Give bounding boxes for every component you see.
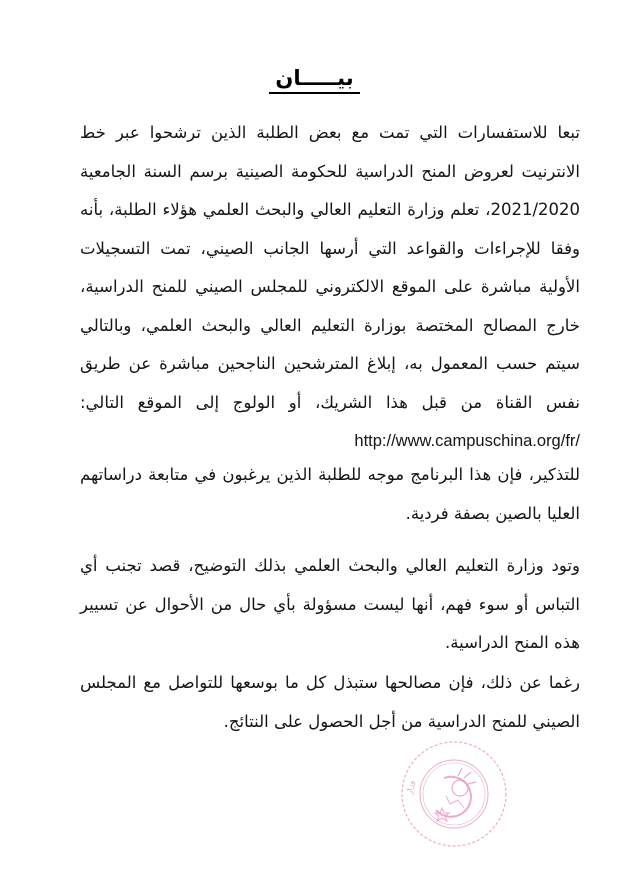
seal-graphic xyxy=(398,738,510,850)
campuschina-link[interactable]: http://www.campuschina.org/fr/ xyxy=(354,432,580,450)
paragraph-2-text: للتذكير، فإن هذا البرنامج موجه للطلبة الذين يرغبون في متابعة دراساتهم العليا بالصين بصفة فردية. xyxy=(80,465,580,523)
paragraph-4-text: رغما عن ذلك، فإن مصالحها ستبذل كل ما بوسعها للتواصل مع المجلس الصيني للمنح الدراسية من أجل الحصول على النتائج. xyxy=(80,673,580,731)
official-seal-icon xyxy=(398,738,510,850)
document-title xyxy=(0,66,629,94)
paragraph-3 xyxy=(80,547,580,663)
seal-inscription: وزار xyxy=(404,779,416,795)
paragraph-4 xyxy=(80,664,580,741)
paragraph-2 xyxy=(80,456,580,533)
title-text: بيـــــان xyxy=(269,66,359,94)
paragraph-1-text: تبعا للاستفسارات التي تمت مع بعض الطلبة الذين ترشحوا عبر خط الانترنيت لعروض المنح الدراسية للحكومة الصينية برسم السنة الجامعية 2021/2020، تعلم وزارة التعليم العالي والبحث العلمي هؤلاء الطلبة، بأنه وفقا للإجراءات والقواعد التي أرسها الجانب الصيني، تمت التسجيلات الأولية مباشرة على الموقع الالكتروني للمجلس الصيني للمنح الدراسية، خارج المصالح المختصة بوزارة التعليم العالي والبحث العلمي، وبالتالي سيتم حسب المعمول به، إبلاغ المترشحين الناجحين مباشرة عن طريق نفس القناة من قبل هذا الشريك، أو الولوج إلى الموقع التالي: xyxy=(80,123,580,412)
paragraph-3-text: وتود وزارة التعليم العالي والبحث العلمي بذلك التوضيح، قصد تجنب أي التباس أو سوء فهم، أنها ليست مسؤولة بأي حال من الأحوال عن تسيير هذه المنح الدراسية. xyxy=(80,556,580,652)
paragraph-1 xyxy=(80,114,580,461)
svg-text:وزارة التعليم العالي والبحث ال xyxy=(398,738,416,796)
